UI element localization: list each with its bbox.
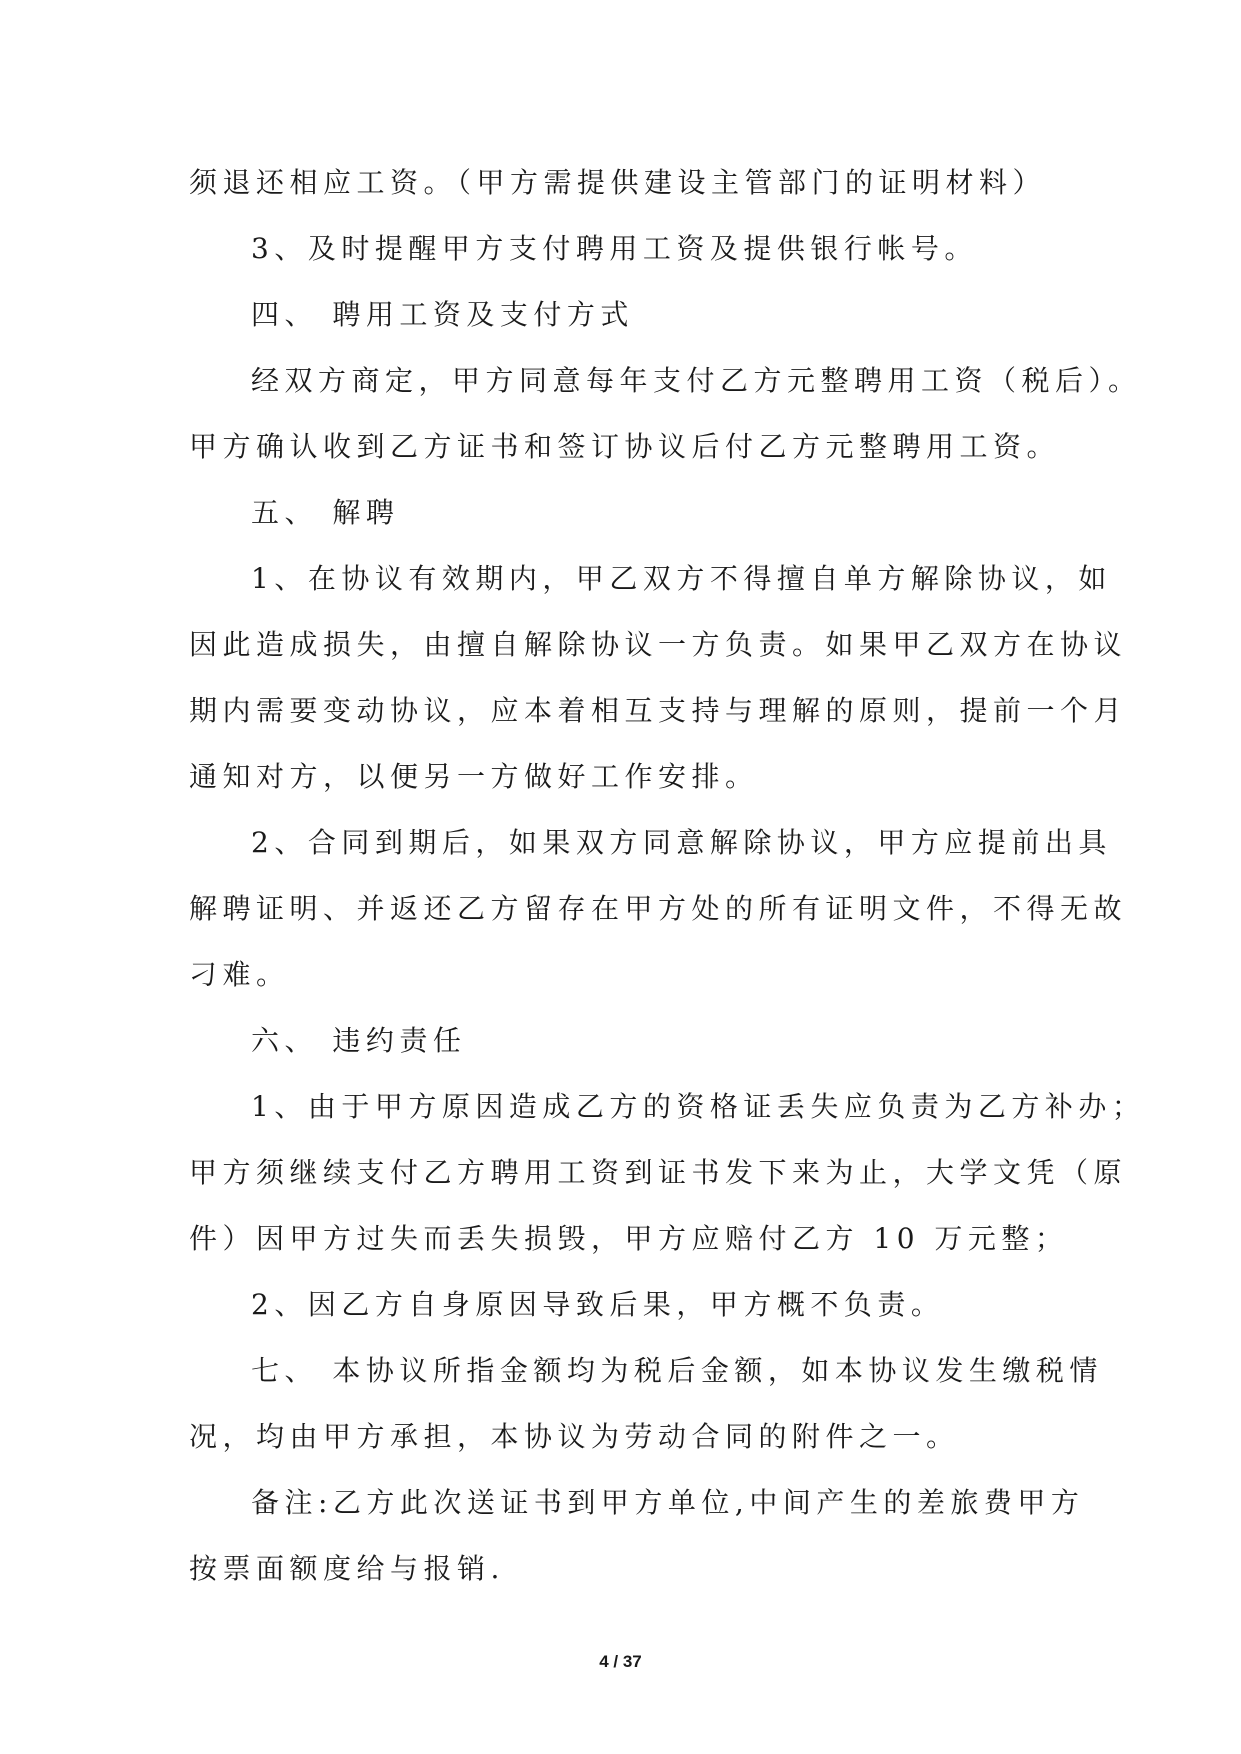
paragraph-line: 1、在协议有效期内，甲乙双方不得擅自单方解除协议，如	[251, 562, 1112, 595]
paragraph-line: 甲方须继续支付乙方聘用工资到证书发下来为止，大学文凭（原	[189, 1156, 1128, 1189]
paragraph-line: 解聘证明、并返还乙方留存在甲方处的所有证明文件，不得无故	[189, 892, 1128, 925]
page-number: 4 / 37	[599, 1652, 642, 1671]
note-line: 按票面额度给与报销.	[189, 1552, 505, 1585]
paragraph-line: 件）因甲方过失而丢失损毁，甲方应赔付乙方 10 万元整；	[189, 1222, 1069, 1255]
paragraph-line: 经双方商定，甲方同意每年支付乙方元整聘用工资（税后）。	[251, 364, 1142, 397]
paragraph-line: 甲方确认收到乙方证书和签订协议后付乙方元整聘用工资。	[189, 430, 1061, 463]
paragraph-line: 期内需要变动协议，应本着相互支持与理解的原则，提前一个月	[189, 694, 1128, 727]
section-heading-6: 六、 违约责任	[251, 1024, 467, 1057]
paragraph-line: 通知对方，以便另一方做好工作安排。	[189, 760, 759, 793]
paragraph-line: 况，均由甲方承担，本协议为劳动合同的附件之一。	[189, 1420, 960, 1453]
paragraph-line: 刁难。	[189, 958, 290, 991]
paragraph-line: 2、因乙方自身原因导致后果，甲方概不负责。	[251, 1288, 945, 1321]
paragraph-line: 2、合同到期后，如果双方同意解除协议，甲方应提前出具	[251, 826, 1112, 859]
section-heading-4: 四、 聘用工资及支付方式	[251, 298, 634, 331]
list-item-3-reminder: 3、及时提醒甲方支付聘用工资及提供银行帐号。	[251, 232, 978, 265]
note-line: 备注:乙方此次送证书到甲方单位,中间产生的差旅费甲方	[251, 1486, 1085, 1519]
paragraph-line: 因此造成损失，由擅自解除协议一方负责。如果甲乙双方在协议	[189, 628, 1128, 661]
section-heading-7: 七、 本协议所指金额均为税后金额，如本协议发生缴税情	[251, 1354, 1103, 1387]
section-heading-5: 五、 解聘	[251, 496, 400, 529]
paragraph-line: 1、由于甲方原因造成乙方的资格证丢失应负责为乙方补办；	[251, 1090, 1146, 1123]
paragraph-line: 须退还相应工资。（甲方需提供建设主管部门的证明材料）	[189, 166, 1047, 199]
